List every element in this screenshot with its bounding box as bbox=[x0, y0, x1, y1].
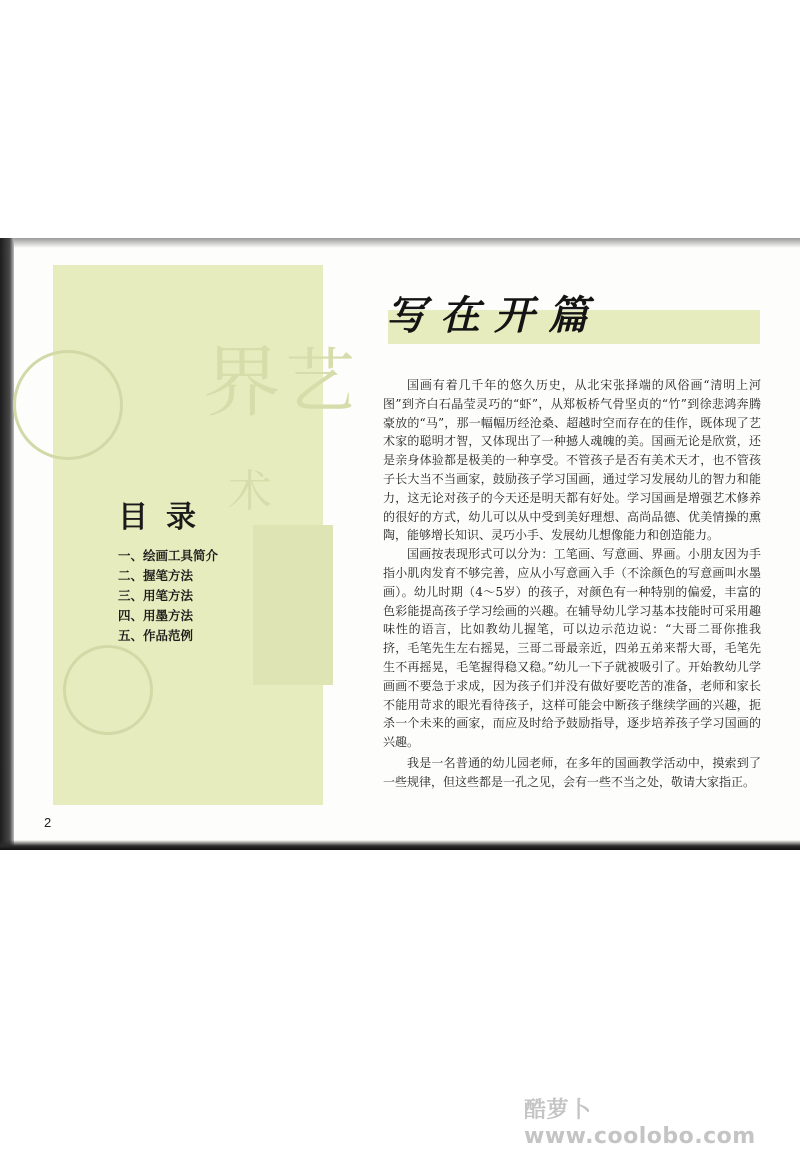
toc-item[interactable]: 五、作品范例 bbox=[118, 628, 194, 643]
ghost-calligraphy-decoration: 术 bbox=[228, 466, 272, 517]
article-paragraph: 国画有着几千年的悠久历史，从北宋张择端的风俗画“清明上河图”到齐白石晶莹灵巧的“虾”，从郑板桥气骨坚贞的“竹”到徐悲鸿奔腾豪放的“马”，那一幅幅历经沧桑、超越时空而存在的佳作，既体现了艺术家的聪明才智，又体现出了一种撼人魂魄的美。国画无论是欣赏，还是亲身体验都是极美的一种享受。不管孩子是否有美术天才，也不管孩子长大当不当画家，鼓励孩子学习国画，通过学习发展幼儿的智力和能力，这无论对孩子的今天还是明天都有好处。学习国画是增强艺术修养的很好的方式，幼儿可以从中受到美好理想、高尚品德、优美情操的熏陶，能够增长知识、灵巧小手、发展幼儿想像能力和创造能力。 bbox=[383, 378, 761, 543]
toc-item[interactable]: 二、握笔方法 bbox=[118, 568, 194, 583]
toc-item[interactable]: 四、用墨方法 bbox=[118, 608, 194, 623]
ghost-seal-decoration bbox=[13, 350, 123, 460]
scan-bottom-edge bbox=[0, 840, 800, 850]
article-paragraph: 国画按表现形式可以分为：工笔画、写意画、界画。小朋友因为手指小肌肉发育不够完善，应从小写意画入手（不涂颜色的写意画叫水墨画）。幼儿时期（4～5岁）的孩子，对颜色有一种特别的偏爱，丰富的色彩能提高孩子学习绘画的兴趣。在辅导幼儿学习基本技能时可采用趣味性的语言，比如教幼儿握笔，可以边示范边说：“大哥二哥你推我挤，毛笔先生左右摇晃，三哥二哥最亲近，四弟五弟来帮大哥，毛笔先生不再摇晃，毛笔握得稳又稳。”幼儿一下子就被吸引了。开始教幼儿学画画不要急于求成，因为孩子们并没有做好要吃苦的准备，老师和家长不能用苛求的眼光看待孩子，这样可能会中断孩子继续学画的兴趣，扼杀一个未来的画家，而应及时给予鼓励指导，逐步培养孩子学习国画的兴趣。 bbox=[383, 547, 761, 750]
scan-top-shadow bbox=[14, 238, 800, 248]
article-paragraph: 我是一名普通的幼儿园老师，在多年的国画教学活动中，摸索到了一些规律，但这些都是一孔之见，会有一些不当之处，敬请大家指正。 bbox=[383, 755, 761, 789]
ghost-block-decoration bbox=[253, 525, 333, 685]
ghost-calligraphy-decoration: 界 bbox=[203, 338, 282, 428]
toc-item[interactable]: 三、用笔方法 bbox=[118, 588, 194, 603]
ghost-seal-decoration bbox=[63, 645, 153, 735]
scan-left-edge bbox=[0, 238, 14, 850]
site-watermark: 酷萝卜 www.coolobo.com bbox=[524, 1098, 756, 1149]
toc-item[interactable]: 一、绘画工具简介 bbox=[118, 548, 219, 563]
article-body bbox=[383, 376, 761, 792]
toc-list bbox=[118, 546, 218, 646]
toc-title: 目录 bbox=[118, 500, 214, 535]
page-title: 写在开篇 bbox=[386, 292, 602, 339]
ghost-calligraphy-decoration: 艺 bbox=[285, 340, 355, 422]
page-number: 2 bbox=[44, 815, 52, 830]
